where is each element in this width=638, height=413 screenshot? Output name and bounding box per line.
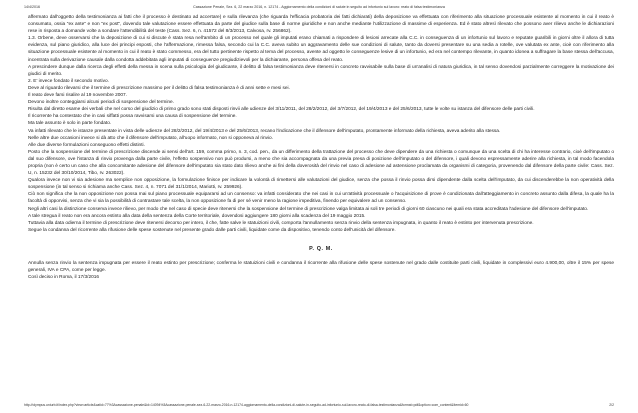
verdict-heading: P. Q. M. xyxy=(309,245,333,252)
print-footer xyxy=(0,402,638,409)
source-url: http://olympus.uniurb.it/index.php?view=article&catid=77%3Acassazione-penale&id=14094%3Acassazione-penale-sez-6-22-marzo-2016-n-12174-aggiornamento-della-condizioni-di-salute-in-seguito-ad-infortunio-sul-lavoro-reato-di-falsa-testimonianza&format=pdf&option=com_content&Itemid=60 xyxy=(24,403,469,407)
paragraph: affermato dall'oggetto della testimonianza ai fatti che il processo è destinato ad accertare) e sulla rilevanza (che riguarda l'efficacia probatoria dei fatti dichiarati) della deposizione va effettuata con riferimento alla situazione processuale esistente al momento in cui il reato è consumato, ossia "ex ante" e non "ex post", dovendo tale valutazione essere effettuata da parte del giudice sulla base di norme giuridiche e non anche mediante l'utilizzazione di massime di esperienza. Ed è stato altresì rilevato che possono aver rilievo anche le dichiarazioni rese in risposta a domande volte a sondare l'attendibilità del teste (Cass. Sez. 6, n. 41572 del 8/3/2013, Calvosa, rv. 256862). xyxy=(28,15,614,35)
paragraph: A tale stregua il reato non era ancora estinto alla data della sentenza della Corte territoriale, dovendosi aggiungere 180 giorni alla scadenza del 19 maggio 2015. xyxy=(28,213,366,219)
paragraph: Qualora invece non vi sia adesione ma semplice non opposizione, la formulazione finisce per indicare la volontà di rimettersi alle valutazioni del giudice, senza che possa il rinvio possa dirsi dipendente dalla scelta dell'imputato, da cui discenderebbe la non operatività della sospensione (in tal senso si richiama anche Cass. Sez. 4, n. 7071 del 31/1/2014, Mariotti, rv. 259926). xyxy=(28,178,614,191)
paragraph: Tuttavia alla data odierna il termine di prescrizione deve ritenersi decorso per intero, il che, fatte salve le statuizioni civili, comporta l'annullamento senza rinvio della sentenza impugnata, in quanto il reato è estinto per intervenuta prescrizione. xyxy=(28,220,534,226)
paragraph: Alle due diverse formulazioni conseguono effetti distinti. xyxy=(28,142,145,148)
print-date: 14/4/2016 xyxy=(24,5,40,9)
paragraph: Va infatti rilevato che le istanze presentate in vista delle udienze del 28/2/2012, del 19/4/2013 e del 25/6/2013, recano l'indicazione che il difensore dell'imputato, prontamente informato della richiesta, aveva aderito alla stessa. xyxy=(28,128,501,134)
paragraph: Posto che la sospensione del termine di prescrizione discende ai sensi dell'art. 159, comma primo, n. 3, cod. pen., da un differimento della trattazione del processo che deve dipendere da una richiesta o comunque da una scelta di chi ha interesse contrario, cioè dell'imputato o dal suo difensore, ove l'istanza di rinvio provenga dalla parte civile, l'effetto sospensivo non può prodursi, a meno che sia accompagnata da una previa presa di posizione dell'imputato o del difensore, i quali devono espressamente aderire alla richiesta, in tal modo facendola propria (non è certo un caso che alla concomitante adesione del difensore dell'imputato sia stato dato rilievo anche ai fini della doverosità del rinvio nel caso di adesione ad astensione proclamata da organismi di categoria, provenendo dal difensore della parte civile: Cass. Sez. U, n. 15232 del 30/10/2014, Tibo, rv. 263022). xyxy=(28,149,614,177)
paragraph: Negli altri casi la distinzione conserva invece rilievo, per modo che nel caso di specie deve ritenersi che la sospensione del termine di prescrizione valga limitata ai soli tre periodi di giorni 60 ciascuno nei quali era stata accreditata l'adesione del difensore dell'imputato. xyxy=(28,206,589,212)
paragraph: Il reato deve farsi risalire al 19 novembre 2007. xyxy=(28,93,128,99)
document-title: Cassazione Penale, Sez. 6, 22 marzo 2016, n. 12174 - Aggiornamento della condizioni di salute in seguito ad infortunio sul lavoro: reato di falsa testimonianza xyxy=(193,5,445,9)
verdict-paragraph: Annulla senza rinvio la sentenza impugnata per essere il reato estinto per prescrizione; conferma le statuizioni civili e condanna il ricorrente alla rifusione delle spese sostenute nel grado dalle costituite parti civili, liquidate in complessivi euro 4.900,00, oltre il 15% per spese generali, IVA e CPA, come per legge. xyxy=(28,261,614,274)
paragraph: 1.3. Orbene, deve osservarsi che la deposizione di cui si discute è stata resa nell'ambito di un processo nel quale gli imputati erano chiamati a rispondere di lesioni arrecate alla C.C. in conseguenza di un infortunio sul lavoro e reputate guaribili in giorni oltre il allora di tutta evidenza, sul piano giuridico, alla luce dei principi esposti, che l'affermazione, rimessa falsa, secondo cui la C.C. aveva subito un aggravamento delle sue condizioni di salute, tanto da doversi presentare su una sedia a rotelle, ove valutata ex ante, cioè con riferimento alla situazione processuale esistente al momento in cui il reato è stato commesso, era del tutto pertinente rispetto al tema del processo, avente ad oggetto le conseguenze lesive di un infortunio, ed era nel contempo rilevante, in quanto idonea a suffragare la base stessa dell'accusa, incentrata sulla derivazione causale dalla condotta addebitata agli imputati di conseguenze pregiudizievoli per la dichiarante, persona offesa del reato. xyxy=(28,36,614,63)
paragraph: 2. E' invece fondato il secondo motivo. xyxy=(28,78,109,84)
print-header xyxy=(0,4,638,11)
paragraph: Il ricorrente ha contestato che in casi siffatti possa ravvisarsi una causa di sospensione del termine. xyxy=(28,114,237,120)
paragraph: Nelle altre due occasioni invece si dà atto che il difensore dell'imputato, all'uopo informato, non si opponeva al rinvio. xyxy=(28,135,273,141)
document-body xyxy=(28,14,614,281)
paragraph: A prescindere dunque dalla ricerca degli effetti della messa in scena sulla psicologia del giudicante, il delitto di falsa testimonianza deve ritenersi in concreto ravvisabile sulla base di un'analisi di natura giuridica, in tal senso dovendosi parzialmente correggere la motivazione dei giudici di merito. xyxy=(28,64,614,77)
paragraph: Ma tale assunto è solo in parte fondato. xyxy=(28,121,112,127)
paragraph: Segue la condanna del ricorrente alla rifusione delle spese sostenute nel presente grado dalle parti civili, liquidate come da dispositivo, tenendo conto dell'unicità del difensore. xyxy=(28,227,396,233)
paragraph: Risulta dal diretto esame dei verbali che nel corso del giudizio di primo grado sono stati disposti rinvii alle udienze del 3/11/2011, del 28/2/2012, del 3/7/2012, del 19/4/2013 e del 25/6/2013, tutte le volte su istanza del difensore delle parti civili. xyxy=(28,107,535,113)
paragraph: Devono inoltre conteggiarsi alcuni periodi di sospensione del termine. xyxy=(28,100,175,106)
paragraph: Ciò non significa che la non opposizione non possa mai sul piano processuale equipararsi ad un consenso: va infatti considerato che nei casi in cui un'attività processuale o l'acquisizione di prove è condizionata dall'atteggiamento in concreto assunto dalla difesa, la quale ha la facoltà di opporvisi, senza che vi sia la possibilità di contrastare tale scelta, la non opposizione fa di per sé venir meno la ragione impeditiva, finendo per equivalere ad un consenso. xyxy=(28,192,614,205)
paragraph: Deve al riguardo rilevarsi che il termine di prescrizione massimo per il delitto di falsa testimonianza è di anni sette e mesi sei. xyxy=(28,85,290,91)
page-number: 2/2 xyxy=(609,403,614,407)
signature-line: Così deciso in Roma, il 17/3/2016 xyxy=(28,275,100,281)
